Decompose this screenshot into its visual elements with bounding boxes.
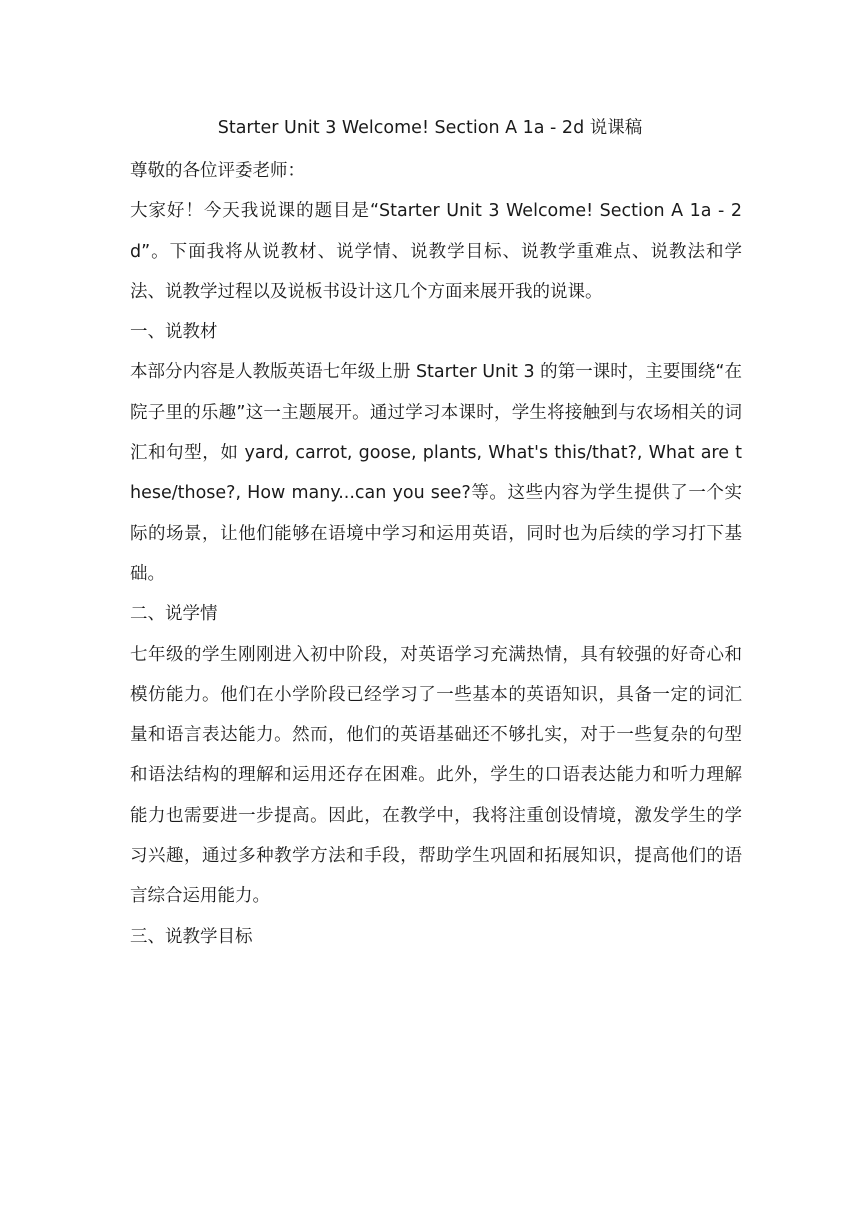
document-title: Starter Unit 3 Welcome! Section A 1a - 2d 说课稿 (217, 118, 643, 138)
intro-paragraph: 大家好！今天我说课的题目是“Starter Unit 3 Welcome! Section A 1a - 2d”。下面我将从说教材、说学情、说教学目标、说教学重难点、说教法和学法、说教学过程以及说板书设计这几个方面来展开我的说课。 (130, 201, 742, 302)
section-body-students: 七年级的学生刚刚进入初中阶段，对英语学习充满热情，具有较强的好奇心和模仿能力。他们在小学阶段已经学习了一些基本的英语知识，具备一定的词汇量和语言表达能力。然而，他们的英语基础还不够扎实，对于一些复杂的句型和语法结构的理解和运用还存在困难。此外，学生的口语表达能力和听力理解能力也需要进一步提高。因此，在教学中，我将注重创设情境，激发学生的学习兴趣，通过多种教学方法和手段，帮助学生巩固和拓展知识，提高他们的语言综合运用能力。 (130, 644, 742, 907)
greeting: 尊敬的各位评委老师： (130, 161, 305, 181)
section-heading-objectives: 三、说教学目标 (130, 926, 253, 947)
section-heading-textbook: 一、说教材 (130, 322, 218, 343)
section-heading-students: 二、说学情 (130, 604, 218, 625)
section-body-textbook: 本部分内容是人教版英语七年级上册 Starter Unit 3 的第一课时，主要围绕“在院子里的乐趣”这一主题展开。通过学习本课时，学生将接触到与农场相关的词汇和句型，如 yard, carrot, goose, plants, What's this/that?, What are these/those?, How many...can you see?等。这些内容为学生提供了一个实际的场景，让他们能够在语境中学习和运用英语，同时也为后续的学习打下基础。 (130, 362, 742, 584)
document-body (130, 151, 742, 957)
